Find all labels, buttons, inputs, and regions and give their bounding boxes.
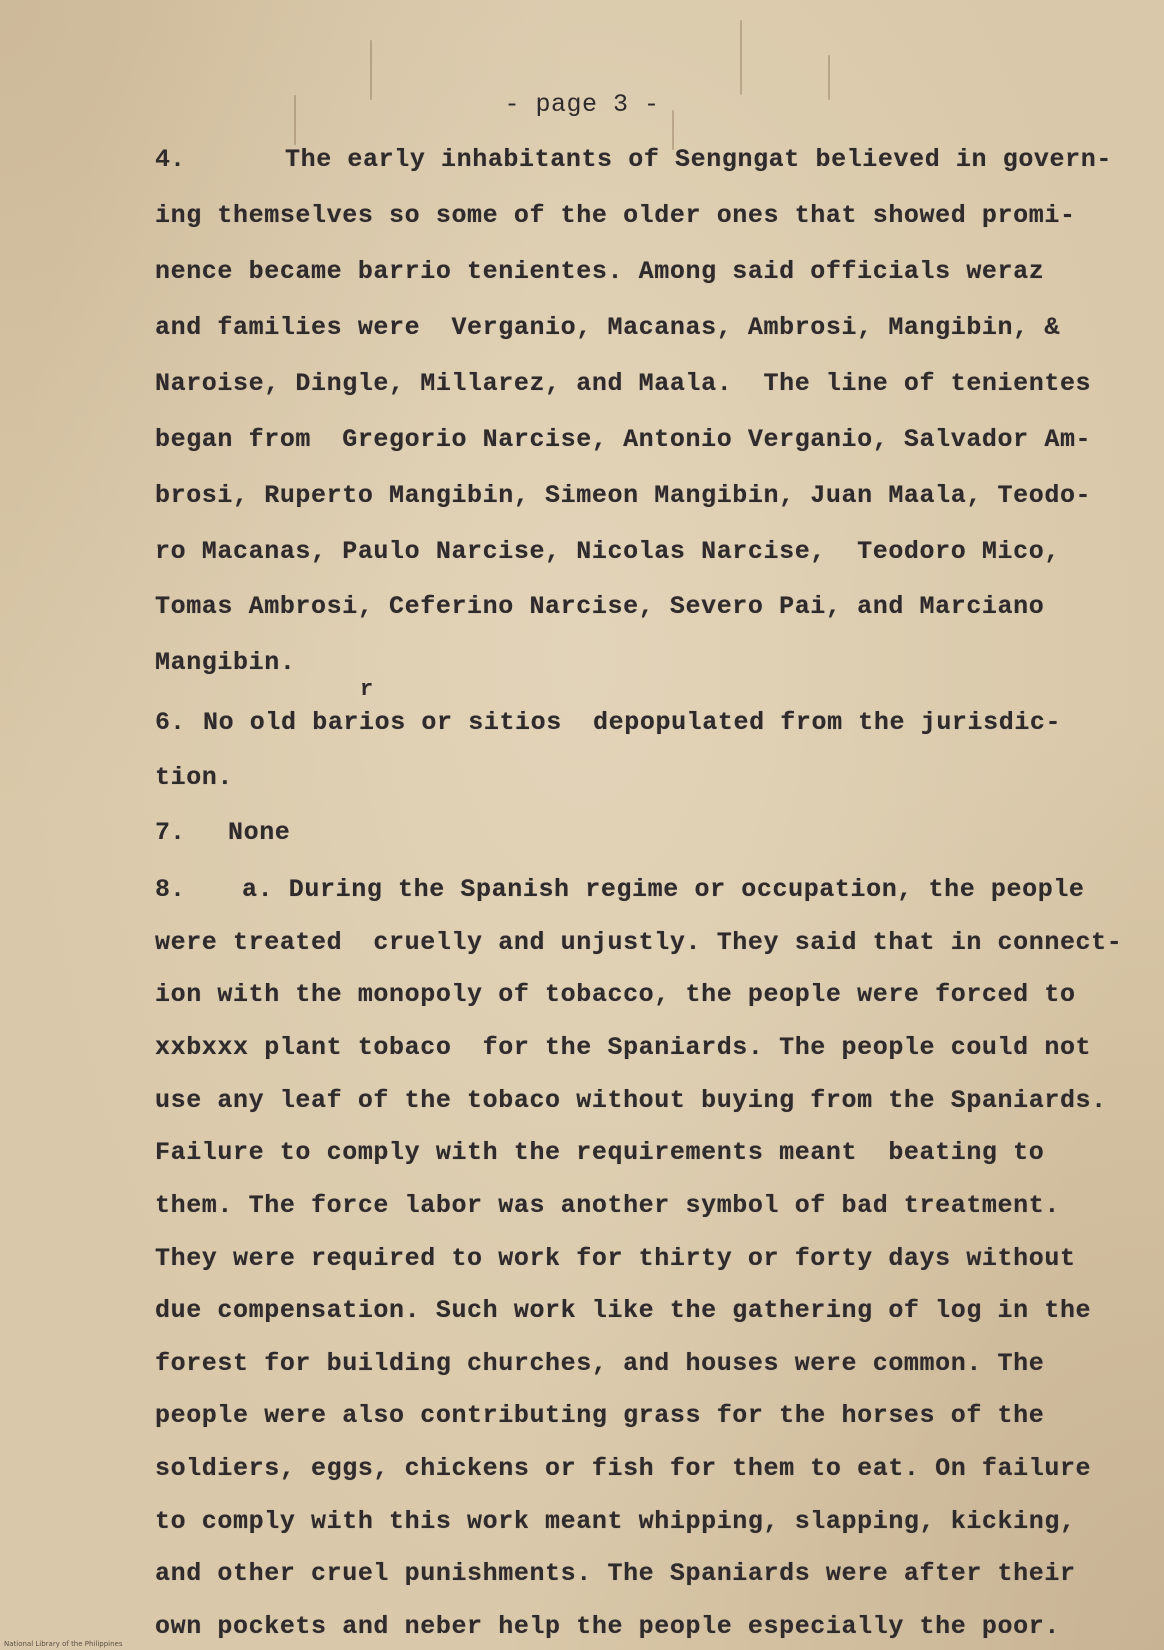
item-8-line-11: people were also contributing grass for the horses of the bbox=[155, 1401, 1045, 1431]
item-4-line-9: Tomas Ambrosi, Ceferino Narcise, Severo Pai, and Marciano bbox=[155, 592, 1045, 621]
item-8-line-13: to comply with this work meant whipping, slapping, kicking, bbox=[155, 1506, 1076, 1536]
item-6-number: 6. bbox=[155, 708, 186, 737]
item-4-line-2: ing themselves so some of the older ones that showed promi- bbox=[155, 201, 1076, 230]
item-6-line-1: No old barios or sitios depopulated from the jurisdic- bbox=[203, 708, 1062, 737]
item-4-line-1: The early inhabitants of Sengngat believed in govern- bbox=[285, 145, 1112, 174]
item-8-line-12: soldiers, eggs, chickens or fish for them to eat. On failure bbox=[155, 1454, 1092, 1484]
item-8-line-4: xxbxxx plant tobaco for the Spaniards. The people could not bbox=[155, 1032, 1092, 1062]
item-7-text: None bbox=[228, 818, 291, 847]
item-4-line-7: brosi, Ruperto Mangibin, Simeon Mangibin, Juan Maala, Teodo- bbox=[155, 481, 1092, 510]
item-8-line-6: Failure to comply with the requirements meant beating to bbox=[155, 1138, 1045, 1168]
item-8-line-8: They were required to work for thirty or forty days without bbox=[155, 1243, 1076, 1273]
item-8-line-10: forest for building churches, and houses were common. The bbox=[155, 1348, 1045, 1378]
item-4-number: 4. bbox=[155, 145, 186, 174]
item-8-line-1: a. During the Spanish regime or occupation, the people bbox=[242, 875, 1085, 904]
item-6-handwritten-correction: r bbox=[360, 677, 374, 702]
item-8-line-7: them. The force labor was another symbol of bad treatment. bbox=[155, 1190, 1060, 1220]
item-4-line-3: nence became barrio tenientes. Among said officials weraz bbox=[155, 257, 1045, 286]
item-4-line-8: ro Macanas, Paulo Narcise, Nicolas Narcise, Teodoro Mico, bbox=[155, 537, 1060, 566]
item-8-line-2: were treated cruelly and unjustly. They said that in connect- bbox=[155, 927, 1123, 957]
item-4-line-10: Mangibin. bbox=[155, 648, 296, 677]
item-8-line-15: own pockets and neber help the people especially the poor. bbox=[155, 1612, 1060, 1641]
page-header: - page 3 - bbox=[504, 90, 660, 119]
item-8-line-3: ion with the monopoly of tobacco, the people were forced to bbox=[155, 980, 1076, 1010]
item-4-line-5: Naroise, Dingle, Millarez, and Maala. The line of tenientes bbox=[155, 369, 1092, 398]
item-8-line-14: and other cruel punishments. The Spaniards were after their bbox=[155, 1559, 1076, 1589]
item-8-line-5: use any leaf of the tobaco without buying from the Spaniards. bbox=[155, 1085, 1107, 1115]
paper-crease bbox=[740, 20, 742, 95]
item-8-number: 8. bbox=[155, 875, 186, 904]
item-4-line-6: began from Gregorio Narcise, Antonio Verganio, Salvador Am- bbox=[155, 425, 1092, 454]
item-4-line-4: and families were Verganio, Macanas, Ambrosi, Mangibin, & bbox=[155, 313, 1060, 342]
item-8-line-9: due compensation. Such work like the gathering of log in the bbox=[155, 1296, 1092, 1326]
item-6-line-2: tion. bbox=[155, 763, 234, 792]
item-7-number: 7. bbox=[155, 818, 186, 847]
archive-footer-note: National Library of the Philippines bbox=[4, 1640, 123, 1648]
